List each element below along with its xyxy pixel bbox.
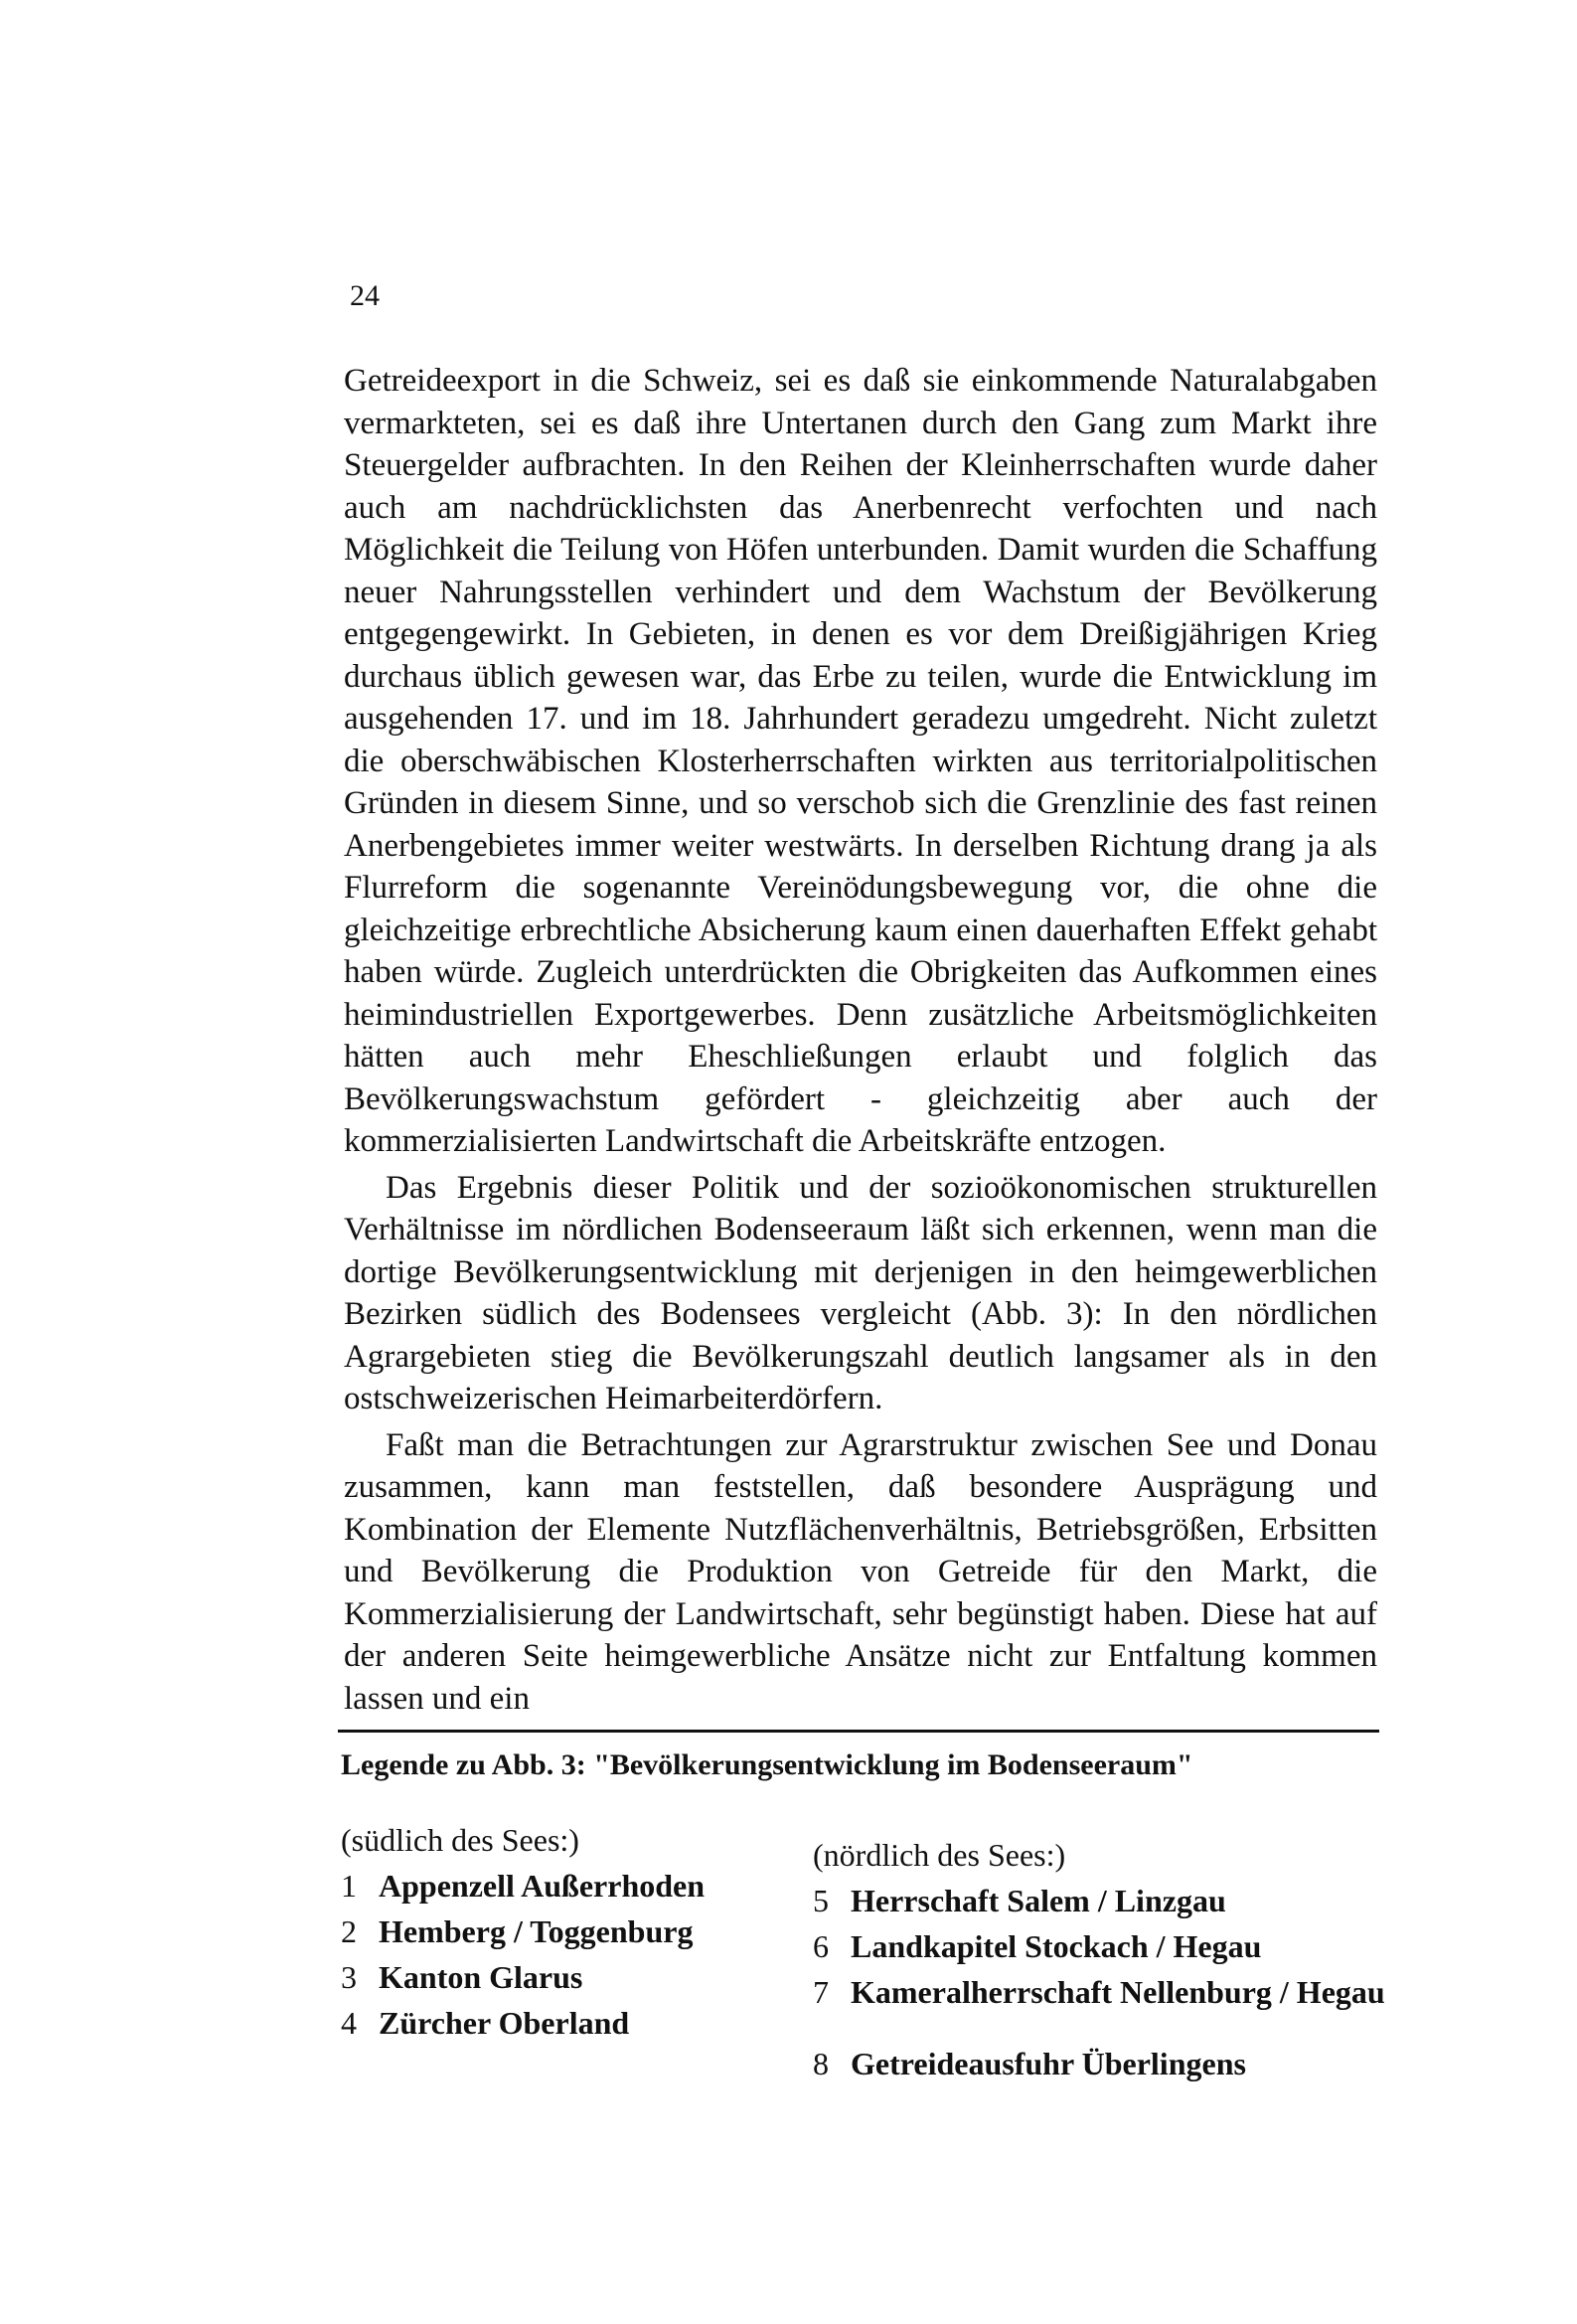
legend-item-grain-export xyxy=(813,2043,1246,2084)
legend-title: Legende zu Abb. 3: "Bevölkerungsentwicklung im Bodenseeraum" xyxy=(341,1748,1193,1781)
body-text xyxy=(344,360,1377,1720)
paragraph: Faßt man die Betrachtungen zur Agrarstruktur zwischen See und Donau zusammen, kann man feststellen, daß besondere Ausprägung und Kombination der Elemente Nutzflächenverhältnis, Betriebsgrößen, Erbsitten und Bevölkerung die Produktion von Getreide für den Markt, die Kommerzialisierung der Landwirtschaft, sehr begünstigt haben. Diese hat auf der anderen Seite heimgewerbliche Ansätze nicht zur Entfaltung kommen lassen und ein xyxy=(344,1426,1377,1717)
legend-item-number: 7 xyxy=(813,1974,829,2010)
legend-item-label: Herrschaft Salem / Linzgau xyxy=(851,1883,1226,1918)
legend-item-number: 3 xyxy=(341,1959,357,1995)
legend-item-label: Landkapitel Stockach / Hegau xyxy=(851,1928,1262,1964)
legend-item-label: Appenzell Außerrhoden xyxy=(379,1868,706,1904)
legend-item-number: 4 xyxy=(341,2005,357,2041)
legend-item-label: Hemberg / Toggenburg xyxy=(379,1913,694,1949)
legend-south-column xyxy=(341,1819,758,2048)
legend-item xyxy=(813,1925,1369,1967)
legend-item xyxy=(341,1865,758,1907)
legend-item-number: 1 xyxy=(341,1868,357,1904)
legend-item-number: 8 xyxy=(813,2046,829,2081)
legend-item-label: Kameralherrschaft Nellenburg / Hegau xyxy=(851,1974,1385,2010)
paragraph: Das Ergebnis dieser Politik und der sozioökonomischen strukturellen Verhältnisse im nördlichen Bodenseeraum läßt sich erkennen, wenn man die dortige Bevölkerungsentwicklung mit derjenigen in den heimgewerblichen Bezirken südlich des Bodensees vergleicht (Abb. 3): In den nördlichen Agrargebieten stieg die Bevölkerungszahl deutlich langsamer als in den ostschweizerischen Heimarbeiterdörfern. xyxy=(344,1169,1377,1416)
legend-item xyxy=(341,1910,758,1952)
legend-item-label: Kanton Glarus xyxy=(379,1959,583,1995)
legend-item-number: 6 xyxy=(813,1928,829,1964)
legend-item-label: Zürcher Oberland xyxy=(379,2005,630,2041)
legend-item-number: 2 xyxy=(341,1913,357,1949)
legend-north-heading: (nördlich des Sees:) xyxy=(813,1837,1066,1873)
legend-item xyxy=(813,1880,1369,1921)
legend-divider xyxy=(338,1730,1379,1733)
legend-item-number: 5 xyxy=(813,1883,829,1918)
legend-item-label: Getreideausfuhr Überlingens xyxy=(851,2046,1246,2081)
page-number: 24 xyxy=(350,279,380,312)
legend-north-column xyxy=(813,1834,1385,2017)
legend-item xyxy=(341,1956,758,1998)
paragraph: Getreideexport in die Schweiz, sei es daß sie einkommende Naturalabgaben vermarkteten, sei es daß ihre Untertanen durch den Gang zum Markt ihre Steuergelder aufbrachten. In den Reihen der Kleinherrschaften wurde daher auch am nachdrücklichsten das Anerbenrecht verfochten und nach Möglichkeit die Teilung von Höfen unterbunden. Damit wurden die Schaffung neuer Nahrungsstellen verhindert und dem Wachstum der Bevölkerung entgegengewirkt. In Gebieten, in denen es vor dem Dreißigjährigen Krieg durchaus üblich gewesen war, das Erbe zu teilen, wurde die Entwicklung im ausgehenden 17. und im 18. Jahrhundert geradezu umgedreht. Nicht zuletzt die oberschwäbischen Klosterherrschaften wirkten aus territorialpolitischen Gründen in diesem Sinne, und so verschob sich die Grenzlinie des fast reinen Anerbengebietes immer weiter westwärts. In derselben Richtung drang ja als Flurreform die sogenannte Vereinödungsbewegung vor, die ohne die gleichzeitige erbrechtliche Absicherung kaum einen dauerhaften Effekt gehabt haben würde. Zugleich unterdrückten die Obrigkeiten das Aufkommen eines heimindustriellen Exportgewerbes. Denn zusätzliche Arbeitsmöglichkeiten hätten auch mehr Eheschließungen erlaubt und folglich das Bevölkerungswachstum gefördert - gleichzeitig aber auch der kommerzialisierten Landwirtschaft die Arbeitskräfte entzogen. xyxy=(344,363,1377,1159)
legend-item xyxy=(341,2002,758,2044)
legend-item xyxy=(813,1971,1385,2013)
legend-south-heading: (südlich des Sees:) xyxy=(341,1822,579,1858)
